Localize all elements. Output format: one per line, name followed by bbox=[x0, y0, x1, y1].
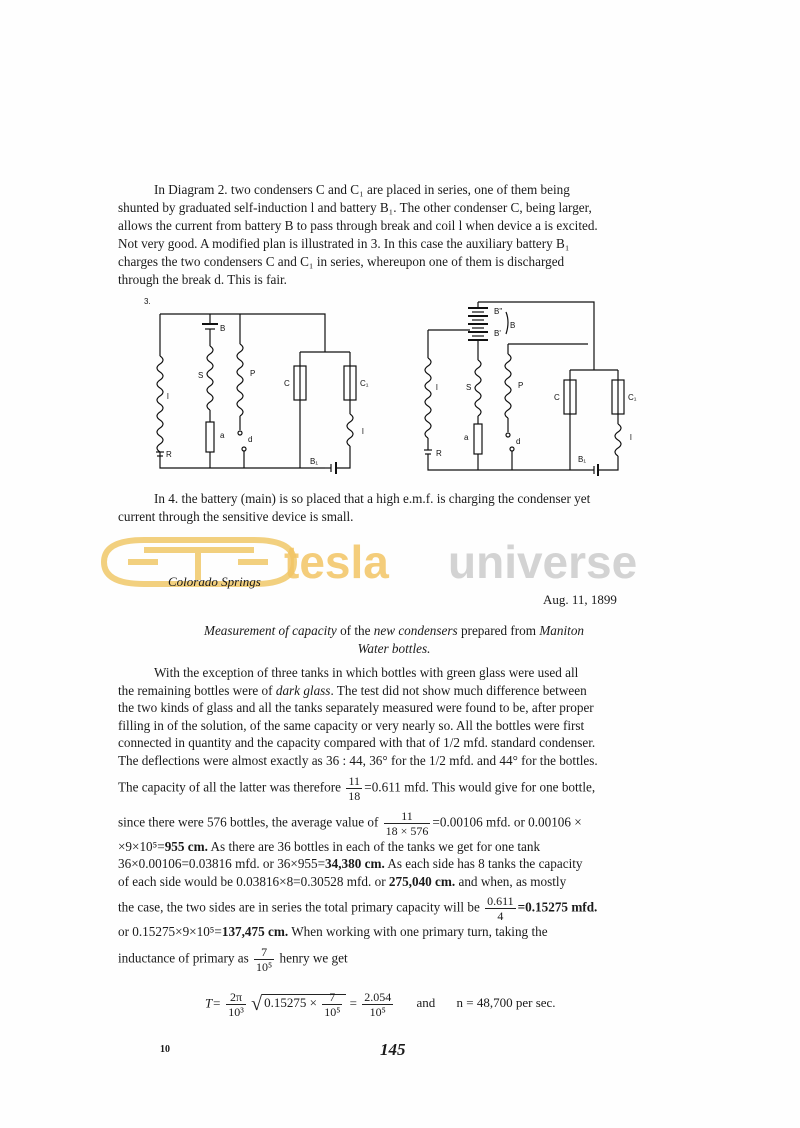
figure-number: 3. bbox=[144, 297, 151, 306]
page-number: 145 bbox=[380, 1040, 406, 1059]
watermark-text-tesla: tesla bbox=[284, 536, 389, 588]
svg-text:C₁: C₁ bbox=[628, 393, 637, 402]
period-equation: T= $\frac{2\pi}{\text{10³}}$ √ 0.15275 × $\frac{7}{\text{10⁵}}$ = $\frac{2.054}{\text{10⁵}}$ and n = 48,700 per sec. bbox=[205, 990, 556, 1019]
svg-text:C₁: C₁ bbox=[360, 379, 369, 388]
svg-text:P: P bbox=[518, 381, 524, 390]
text-line: allows the current from battery B to pass through break and coil l when device a is excited. bbox=[118, 218, 598, 233]
text-line: through the break d. This is fair. bbox=[118, 272, 287, 287]
svg-text:B: B bbox=[220, 324, 226, 333]
svg-text:l: l bbox=[167, 392, 169, 401]
svg-text:R: R bbox=[166, 450, 172, 459]
text-line: Not very good. A modified plan is illustrated in 3. In this case the auxiliary battery B₁ bbox=[118, 236, 570, 251]
svg-text:B: B bbox=[510, 321, 516, 330]
paragraph-diagram-4 bbox=[118, 490, 670, 526]
svg-text:d: d bbox=[248, 435, 253, 444]
circuit-diagram-4 bbox=[418, 298, 658, 483]
svg-text:l: l bbox=[630, 433, 632, 442]
svg-text:C: C bbox=[284, 379, 290, 388]
svg-text:a: a bbox=[220, 431, 225, 440]
paragraph-diagram-2 bbox=[118, 181, 670, 289]
text-line: shunted by graduated self-induction l and battery B₁. The other condenser C, being larger, bbox=[118, 200, 592, 215]
place-name: Colorado Springs bbox=[168, 574, 261, 589]
svg-text:S: S bbox=[198, 371, 204, 380]
text-line: In 4. the battery (main) is so placed that a high e.m.f. is charging the condenser yet bbox=[154, 491, 591, 506]
svg-text:l: l bbox=[362, 427, 364, 436]
svg-text:B₁: B₁ bbox=[578, 455, 587, 464]
measurement-body: With the exception of three tanks in which bottles with green glass were used all the remaining bottles were of dark glass. The test did not show much difference between the two kinds of glass and all the tanks separately measured were found to be, after proper filling in of the solution, of the same capacity or very nearly so. All the bottles were first connected in quantity and the capacity compared with that of 1/2 mfd. standard condenser. The deflections were almost exactly as 36 : 44, 36° for the 1/2 mfd. and 44° for the bottles. The capacity of all the latter was therefore $\frac{11}{18}$ =0.611 mfd. This would give for one bottle, since there were 576 bottles, the average value of $\frac{11}{18 \times 576}$ =0.00106 mfd. or 0.00106 × ×9×10⁵=955 cm. As there are 36 bottles in each of the tanks we get for one tank 36×0.00106=0.03816 mfd. or 36×955=34,380 cm. As each side has 8 tanks the capacity of each side would be 0.03816×8=0.30528 mfd. or 275,040 cm. and when, as mostly the case, the two sides are in series the total primary capacity will be $\frac{0.611}{4}$ =0.15275 mfd. or 0.15275×9×10⁵=137,475 cm. When working with one primary turn, taking the inductance of primary as $\frac{7}{\text{10⁵}}$ henry we get bbox=[118, 665, 598, 974]
svg-text:S: S bbox=[466, 383, 472, 392]
footer-marker: 10 bbox=[160, 1044, 170, 1055]
entry-date: Aug. 11, 1899 bbox=[543, 592, 617, 607]
text-line: In Diagram 2. two condensers C and C₁ are placed in series, one of them being bbox=[154, 182, 570, 197]
svg-text:B": B" bbox=[494, 307, 503, 316]
svg-text:l: l bbox=[436, 383, 438, 392]
svg-text:R: R bbox=[436, 449, 442, 458]
text-line: current through the sensitive device is small. bbox=[118, 509, 354, 524]
circuit-diagram-3 bbox=[140, 296, 380, 481]
svg-text:d: d bbox=[516, 437, 521, 446]
svg-text:B': B' bbox=[494, 329, 501, 338]
svg-text:C: C bbox=[554, 393, 560, 402]
svg-text:a: a bbox=[464, 433, 469, 442]
svg-text:P: P bbox=[250, 369, 256, 378]
text-line: charges the two condensers C and C₁ in series, whereupon one of them is discharged bbox=[118, 254, 565, 269]
watermark-text-universe: universe bbox=[448, 536, 638, 588]
svg-text:B₁: B₁ bbox=[310, 457, 319, 466]
section-heading: Measurement of capacity of the new condensers prepared from Maniton Water bottles. bbox=[203, 623, 585, 656]
